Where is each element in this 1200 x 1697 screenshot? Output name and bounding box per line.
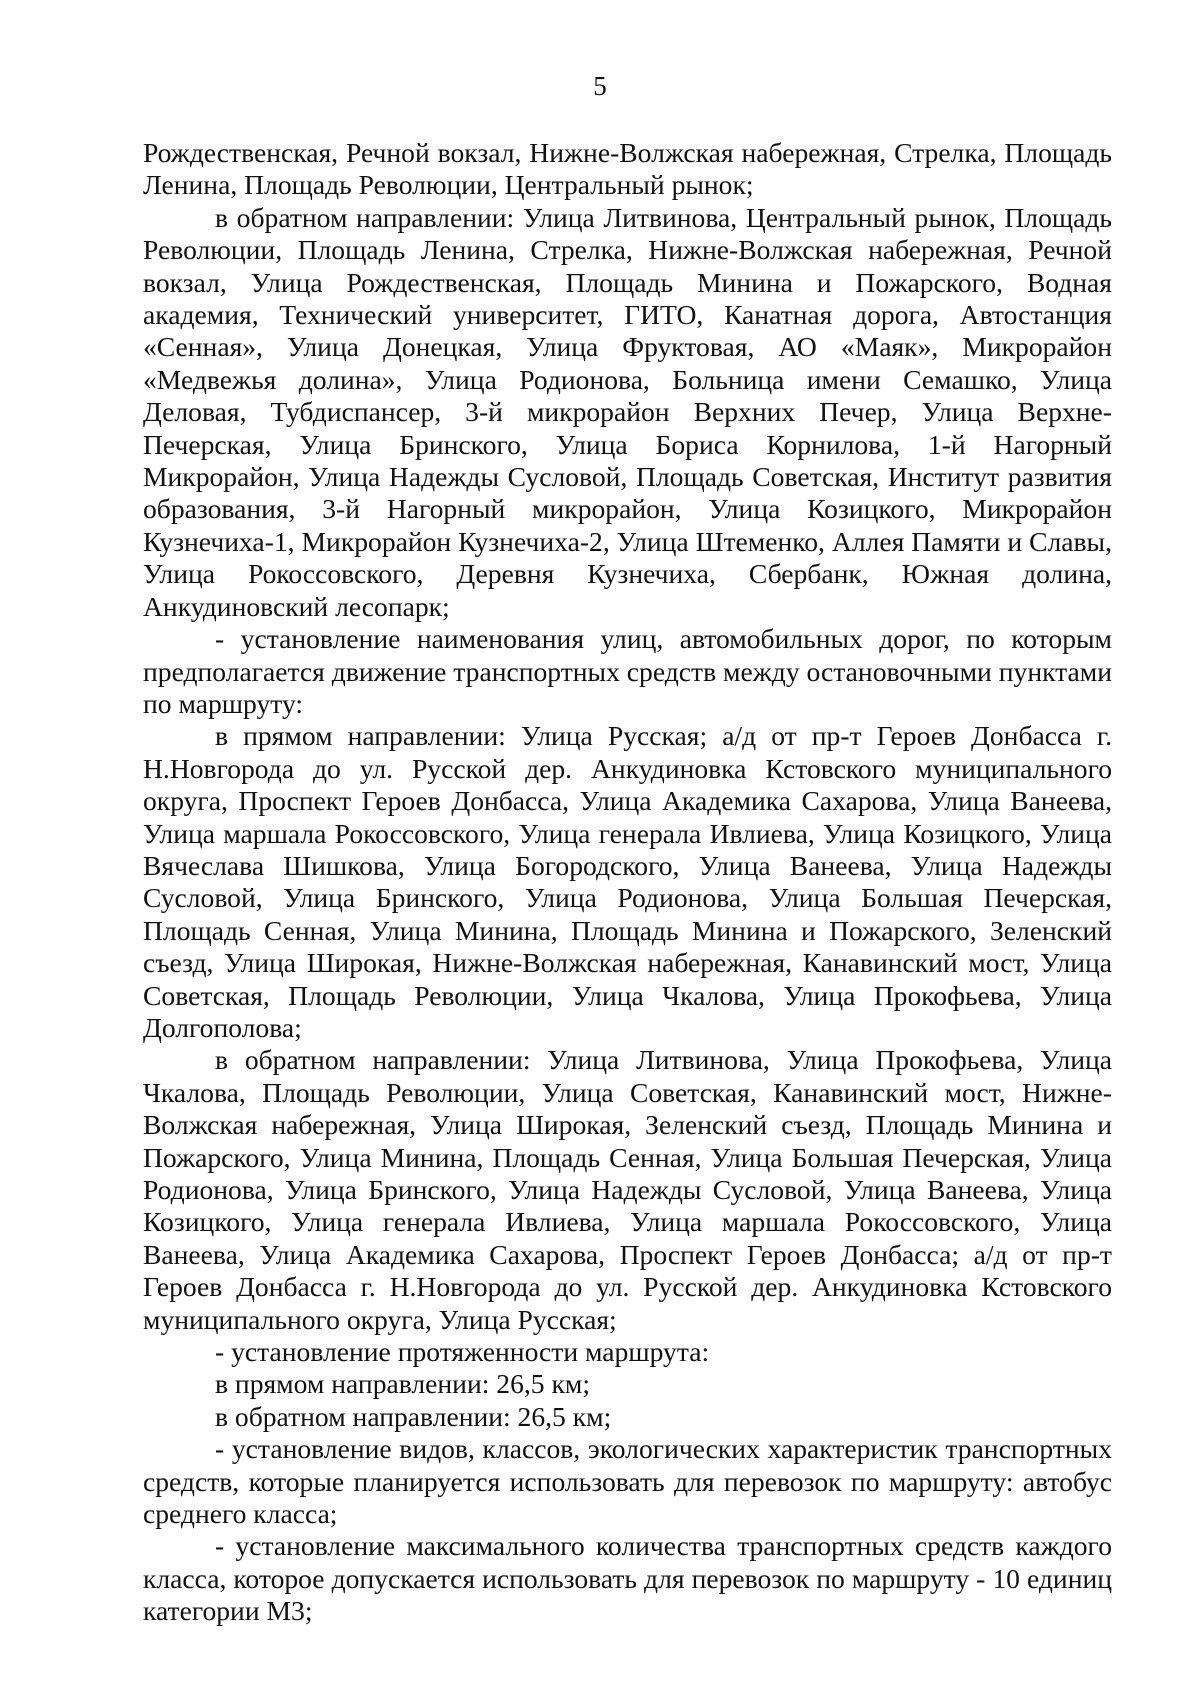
page-number: 5 [593,71,607,101]
document-body [143,137,1112,1628]
paragraph: в обратном направлении: Улица Литвинова, Улица Прокофьева, Улица Чкалова, Площадь Революции, Улица Советская, Канавинский мост, Нижне-Волжская набережная, Улица Широкая, Зеленский съезд, Площадь Минина и Пожарского, Улица Минина, Площадь Сенная, Улица Большая Печерская, Улица Родионова, Улица Бринского, Улица Надежды Сусловой, Улица Ванеева, Улица Козицкого, Улица генерала Ивлиева, Улица маршала Рокоссовского, Улица Ванеева, Улица Академика Сахарова, Проспект Героев Донбасса; а/д от пр-т Героев Донбасса г. Н.Новгорода до ул. Русской дер. Анкудиновка Кстовского муниципального округа, Улица Русская; [143,1044,1112,1335]
paragraph: Рождественская, Речной вокзал, Нижне-Волжская набережная, Стрелка, Площадь Ленина, Площадь Революции, Центральный рынок; [143,137,1112,201]
paragraph: в обратном направлении: Улица Литвинова, Центральный рынок, Площадь Революции, Площадь Ленина, Стрелка, Нижне-Волжская набережная, Речной вокзал, Улица Рождественская, Площадь Минина и Пожарского, Водная академия, Технический университет, ГИТО, Канатная дорога, Автостанция «Сенная», Улица Донецкая, Улица Фруктовая, АО «Маяк», Микрорайон «Медвежья долина», Улица Родионова, Больница имени Семашко, Улица Деловая, Тубдиспансер, 3-й микрорайон Верхних Печер, Улица Верхне-Печерская, Улица Бринского, Улица Бориса Корнилова, 1-й Нагорный Микрорайон, Улица Надежды Сусловой, Площадь Советская, Институт развития образования, 3-й Нагорный микрорайон, Улица Козицкого, Микрорайон Кузнечиха-1, Микрорайон Кузнечиха-2, Улица Штеменко, Аллея Памяти и Славы, Улица Рокоссовского, Деревня Кузнечиха, Сбербанк, Южная долина, Анкудиновский лесопарк; [143,201,1112,622]
paragraph: в прямом направлении: 26,5 км; [215,1368,591,1400]
paragraph: в прямом направлении: Улица Русская; а/д от пр-т Героев Донбасса г. Н.Новгорода до ул. Русской дер. Анкудиновка Кстовского муниципального округа, Проспект Героев Донбасса, Улица Академика Сахарова, Улица Ванеева, Улица маршала Рокоссовского, Улица генерала Ивлиева, Улица Козицкого, Улица Вячеслава Шишкова, Улица Богородского, Улица Ванеева, Улица Надежды Сусловой, Улица Бринского, Улица Родионова, Улица Большая Печерская, Площадь Сенная, Улица Минина, Площадь Минина и Пожарского, Зеленский съезд, Улица Широкая, Нижне-Волжская набережная, Канавинский мост, Улица Советская, Площадь Революции, Улица Чкалова, Улица Прокофьева, Улица Долгополова; [143,720,1112,1043]
paragraph: - установление видов, классов, экологических характеристик транспортных средств, которые планируется использовать для перевозок по маршруту: автобус среднего класса; [143,1433,1112,1530]
paragraph: - установление максимального количества транспортных средств каждого класса, которое допускается использовать для перевозок по маршруту - 10 единиц категории М3; [143,1530,1112,1627]
paragraph: в обратном направлении: 26,5 км; [215,1400,612,1432]
paragraph: - установление протяженности маршрута: [215,1336,710,1368]
paragraph: - установление наименования улиц, автомобильных дорог, по которым предполагается движение транспортных средств между остановочными пунктами по маршруту: [143,623,1112,719]
